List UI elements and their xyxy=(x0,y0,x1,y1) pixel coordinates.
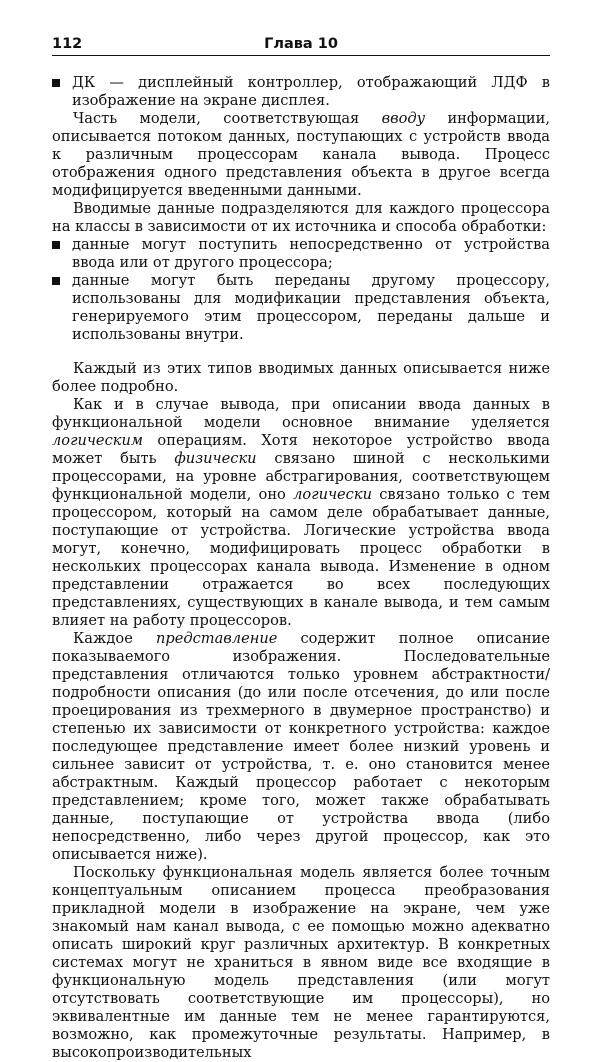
bullet-source xyxy=(52,236,550,272)
bullet-square-icon xyxy=(52,241,60,249)
bullet-transfer xyxy=(52,272,550,344)
text-run: Как и в случае вывода, при описании ввода данных в функциональной модели основное внимание уделяется xyxy=(52,396,550,431)
bullet-dk-text: ДК — дисплейный контроллер, отображающий ЛДФ в изображение на экране дисплея. xyxy=(72,74,550,109)
bullet-square-icon xyxy=(52,79,60,87)
text-run: операциям. Хотя некоторое устройство ввода может быть xyxy=(52,432,550,467)
paragraph-representation xyxy=(52,630,550,864)
bullet-dk xyxy=(52,74,550,110)
paragraph-logical xyxy=(52,396,550,630)
bullet-source-text: данные могут поступить непосредственно от устройства ввода или от другого процессора; xyxy=(72,236,550,271)
text-run: Часть модели, соответствующая xyxy=(73,110,382,127)
bullet-square-icon xyxy=(52,277,60,285)
header-rule xyxy=(52,55,550,56)
running-header xyxy=(52,36,550,58)
italic-term: логически xyxy=(293,486,372,503)
chapter-title: Глава 10 xyxy=(264,36,338,52)
book-page xyxy=(52,36,550,1062)
page-number: 112 xyxy=(52,36,83,52)
italic-term: представление xyxy=(155,630,278,647)
text-run: содержит полное описание показываемого изображения. Последовательные представления отличаются только уровнем абстрактности/подробности описания (до или после отсечения, до или после проецирования из трехмерного в двумерное пространство) и степенью их зависимости от конкретного устройства: каждое последующее представление имеет более низкий уровень и сильнее зависит от устройства, т. е. оно становится менее абстрактным. Каждый процессор работает с некоторым представлением; кроме того, может также обрабатывать данные, поступающие от устройства ввода (либо непосредственно, либо через другой процессор, как это описывается ниже). xyxy=(52,630,550,863)
text-run: Каждое xyxy=(73,630,156,647)
paragraph-model: Поскольку функциональная модель является более точным концептуальным описанием процесса преобразования прикладной модели в изображение на экране, чем уже знакомый нам канал вывода, с ее помощью можно адекватно описать широкий круг различных архитектур. В конкретных системах могут не храниться в явном виде все входящие в функциональную модель представления (или могут отсутствовать соответствующие им процессоры), но эквивалентные им данные тем не менее гарантируются, возможно, как промежуточные результаты. Например, в высокопроизводительных xyxy=(52,864,550,1061)
italic-term: логическим xyxy=(52,432,143,449)
italic-term: физически xyxy=(174,450,257,467)
paragraph-input xyxy=(52,110,550,200)
paragraph-types: Каждый из этих типов вводимых данных описывается ниже более подробно. xyxy=(52,360,550,395)
paragraph-classes: Вводимые данные подразделяются для каждого процессора на классы в зависимости от их источника и способа обработки: xyxy=(52,200,550,235)
text-run: связано только с тем процессором, который на самом деле обрабатывает данные, поступающие от устройства. Логические устройства ввода могут, конечно, модифицировать процесс обработки в нескольких процессорах канала вывода. Изменение в одном представлении отражается во всех последующих представлениях, существующих в канале вывода, и тем самым влияет на работу процессоров. xyxy=(52,486,550,629)
text-run: информации, описывается потоком данных, поступающих с устройств ввода к различным процессорам канала вывода. Процесс отображения одного представления объекта в другое всегда модифицируется введенными данными. xyxy=(52,110,550,199)
bullet-transfer-text: данные могут быть переданы другому процессору, использованы для модификации представления объекта, генерируемого этим процессором, переданы дальше и использованы внутри. xyxy=(72,272,550,343)
text-run: связано шиной с несколькими процессорами, на уровне абстрагирования, соответствующем функциональной модели, оно xyxy=(52,450,550,503)
italic-term: вводу xyxy=(381,110,426,127)
page-body xyxy=(52,74,550,1062)
